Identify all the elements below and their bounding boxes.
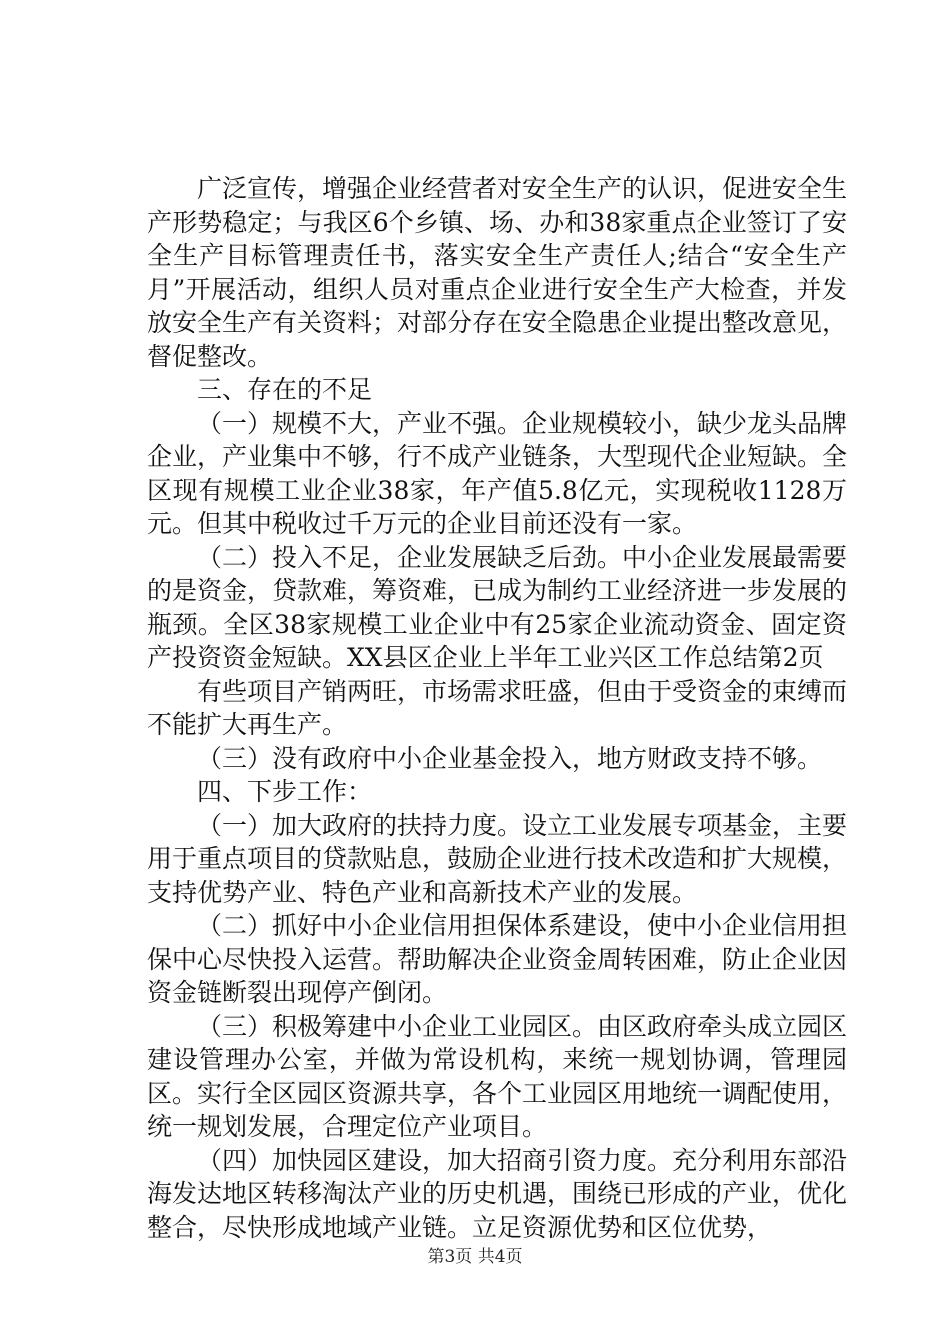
paragraph-investment-issue: （二）投入不足，企业发展缺乏后劲。中小企业发展最需要的是资金，贷款难，筹资难，已成为制约工业经济进一步发展的瓶颈。全区38家规模工业企业中有25家企业流动资金、固定资产投资资金短缺。XX县区企业上半年工业兴区工作总结第2页	[147, 542, 848, 672]
paragraph-no-government-fund: （三）没有政府中小企业基金投入，地方财政支持不够。	[197, 743, 823, 773]
paragraph-safety-publicity: 广泛宣传，增强企业经营者对安全生产的认识，促进安全生产形势稳定；与我区6个乡镇、场、办和38家重点企业签订了安全生产目标管理责任书，落实安全生产责任人;结合“安全生产月”开展活动，组织人员对重点企业进行安全生产大检查，并发放安全生产有关资料；对部分存在安全隐患企业提出整改意见，督促整改。	[147, 174, 848, 371]
paragraph-government-support: （一）加大政府的扶持力度。设立工业发展专项基金，主要用于重点项目的贷款贴息，鼓励企业进行技术改造和扩大规模，支持优势产业、特色产业和高新技术产业的发展。	[147, 810, 848, 907]
paragraph-scale-issue: （一）规模不大，产业不强。企业规模较小，缺少龙头品牌企业，产业集中不够，行不成产业链条，大型现代企业短缺。全区现有规模工业企业38家，年产值5.8亿元，实现税收1128万元。但其中税收过千万元的企业目前还没有一家。	[147, 408, 848, 538]
paragraph-funding-constraint: 有些项目产销两旺，市场需求旺盛，但由于受资金的束缚而不能扩大再生产。	[147, 676, 848, 739]
page-number-indicator: 第3页 共4页	[427, 1247, 523, 1267]
paragraph-investment-attraction: （四）加快园区建设，加大招商引资力度。充分利用东部沿海发达地区转移淘汰产业的历史机遇，围绕已形成的产业，优化整合，尽快形成地域产业链。立足资源优势和区位优势，	[147, 1145, 848, 1242]
paragraph-credit-guarantee: （二）抓好中小企业信用担保体系建设，使中小企业信用担保中心尽快投入运营。帮助解决企业资金周转困难，防止企业因资金链断裂出现停产倒闭。	[147, 911, 848, 1007]
page-footer	[0, 1242, 950, 1267]
heading-next-steps: 四、下步工作：	[197, 777, 373, 806]
paragraph-industrial-park: （三）积极筹建中小企业工业园区。由区政府牵头成立园区建设管理办公室，并做为常设机构，来统一规划协调，管理园区。实行全区园区资源共享，各个工业园区用地统一调配使用，统一规划发展，合理定位产业项目。	[147, 1011, 848, 1141]
heading-shortcomings: 三、存在的不足	[197, 375, 373, 404]
document-body	[147, 172, 847, 1244]
